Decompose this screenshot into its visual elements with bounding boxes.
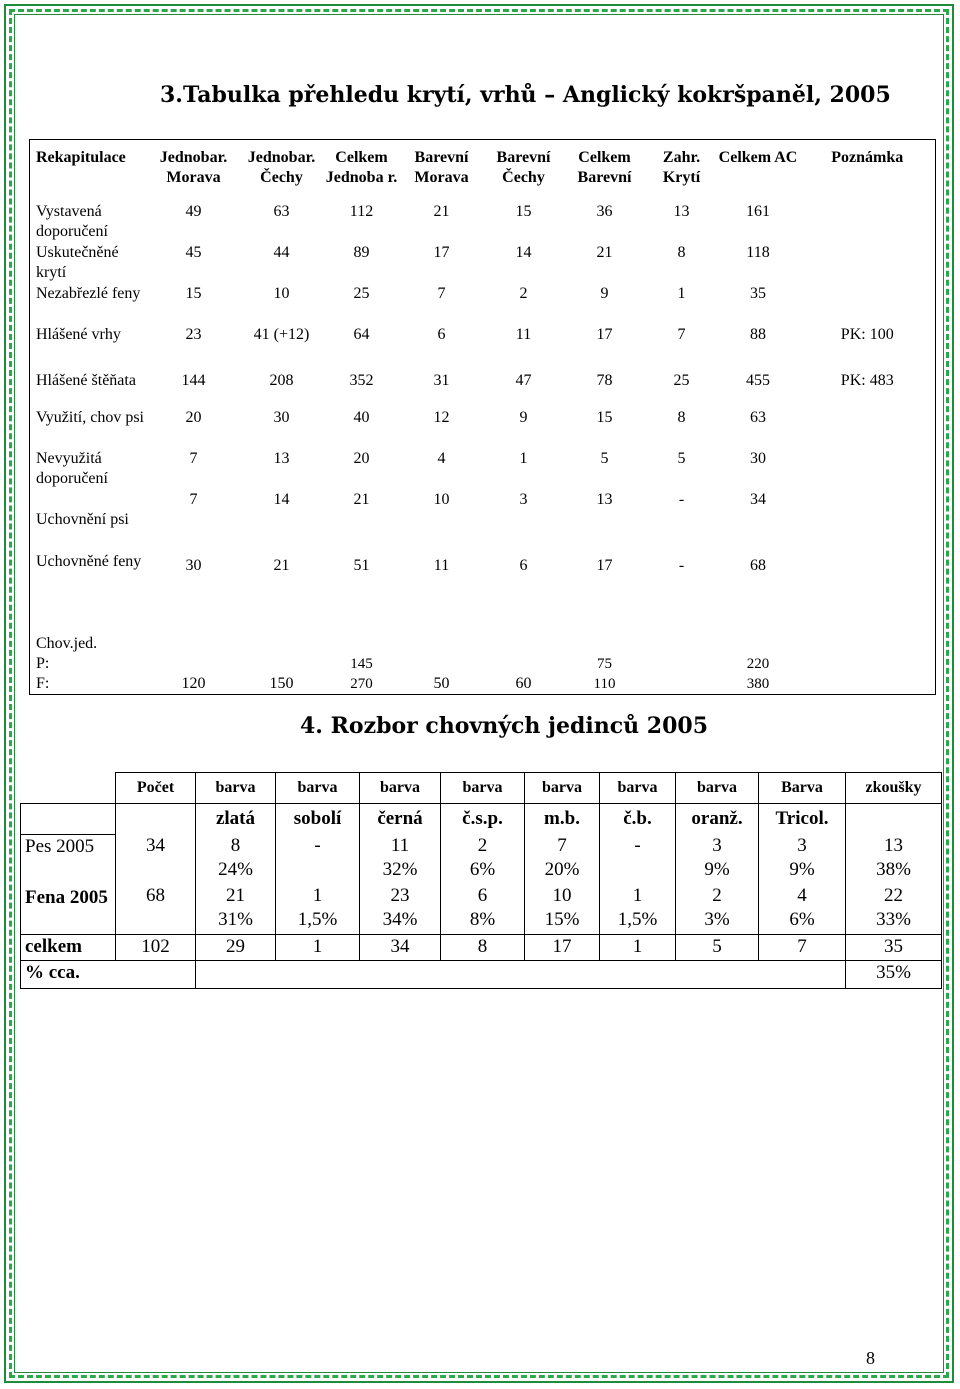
breeding-total-cell: 35 [846,934,942,960]
chov-value: 380 [746,675,770,692]
recap-row [30,490,936,552]
recap-row [30,408,936,449]
recap-cell: 45 [185,243,202,261]
recap-header-cell: Celkem AC [718,149,798,166]
breeding-cell [276,884,360,934]
breeding-cell [441,834,525,884]
breeding-subheader-cell [846,804,942,835]
recap-cell: 23 [185,325,202,343]
recap-cell [800,408,936,449]
breeding-percent-value: 20% [544,859,580,880]
recap-cell: 35 [750,284,766,302]
breeding-percent-value: 9% [789,859,815,880]
breeding-cell [525,884,600,934]
breeding-count-value: - [314,835,321,856]
breeding-subheader-cell [21,804,116,835]
recap-cell [800,490,936,552]
recap-row [30,552,936,614]
recap-cell: 352 [349,371,374,389]
recap-row-label: Využití, chov psi [36,408,144,426]
breeding-percent-row [21,960,942,988]
breeding-percent-value: 31% [218,909,253,930]
recap-cell: 20 [185,408,202,426]
breeding-table [20,772,942,989]
breeding-header-cell: barva [525,773,600,804]
breeding-cell [846,834,942,884]
recap-cell: 15 [515,202,532,220]
breeding-header-row [21,773,942,804]
breeding-count-value: 21 [226,885,245,906]
breeding-subheader-cell: zlatá [196,804,276,835]
recap-header-row [30,140,936,202]
recap-row-label: Vystavená doporučení [36,202,108,240]
chov-cell [563,614,647,695]
breeding-header-cell: zkoušky [846,773,942,804]
chov-cell [717,614,800,695]
recap-cell: 20 [353,449,370,467]
recap-cell: 41 (+12) [253,325,310,343]
breeding-header-cell: Barva [759,773,846,804]
breeding-count-value: 2 [712,885,722,906]
breeding-cell [600,884,676,934]
breeding-header-cell [21,773,116,804]
breeding-row-label: Fena 2005 [21,884,116,934]
recap-cell: 7 [437,284,446,302]
chov-label: F: [36,674,50,692]
recap-cell: 36 [596,202,613,220]
breeding-total-cell: 34 [360,934,441,960]
recap-cell: 78 [596,371,613,389]
recap-header-cell: Jednobar. Morava [159,149,228,186]
breeding-cell [676,834,759,884]
recap-cell: 13 [673,202,690,220]
recap-row [30,449,936,490]
recap-cell: 21 [596,243,613,261]
breeding-total-cell: 1 [600,934,676,960]
section-subtitle: 4. Rozbor chovných jedinců 2005 [300,713,709,739]
breeding-count-value: 11 [390,835,410,856]
recap-cell: 21 [273,556,290,574]
breeding-subheader-cell: č.s.p. [441,804,525,835]
breeding-percent-value: 1,5% [617,909,658,930]
chov-cell [800,614,936,695]
breeding-subheader-row [21,804,942,835]
recap-cell: 7 [189,449,198,467]
recap-cell: 51 [353,556,370,574]
breeding-count-value: 2 [477,835,488,856]
recap-cell: 13 [596,490,613,508]
chov-cell [239,614,325,695]
breeding-cell [846,884,942,934]
chov-cell [399,614,485,695]
recap-cell: 68 [750,556,766,574]
breeding-subheader-cell: m.b. [525,804,600,835]
recap-cell: 5 [677,449,686,467]
recap-header-cell: Barevní Morava [414,149,469,186]
recap-header-cell: Barevní Čechy [496,149,551,186]
recap-header-cell: Poznámka [831,149,904,166]
breeding-percent-value: 34% [382,909,418,930]
recap-cell: 14 [273,490,290,508]
breeding-count-value: 1 [632,885,643,906]
breeding-header-cell: Počet [116,773,196,804]
recap-cell [800,449,936,490]
recap-cell: 25 [353,284,370,302]
recap-cell: 12 [433,408,450,426]
breeding-percent-value: 32% [382,859,418,880]
recap-header-cell: Jednobar. Čechy [247,149,316,186]
recap-cell: 161 [746,202,770,220]
recap-header-cell: Celkem Jednoba r. [325,149,398,186]
breeding-percent-value: 6% [789,909,815,930]
breeding-cell [676,884,759,934]
recap-cell: 17 [596,556,613,574]
breeding-subheader-cell: Tricol. [759,804,846,835]
recap-cell: 49 [185,202,202,220]
breeding-count: 68 [116,884,196,934]
breeding-header-cell: barva [600,773,676,804]
recap-cell: 21 [433,202,450,220]
recap-row-label: Nezabřezlé feny [36,284,141,302]
breeding-cell [525,834,600,884]
recap-cell: 10 [273,284,290,302]
recap-cell: 8 [677,408,686,426]
breeding-header-cell: barva [360,773,441,804]
breeding-header-cell: barva [676,773,759,804]
breeding-subheader-cell: černá [360,804,441,835]
recap-cell: 34 [750,490,766,508]
recap-row [30,284,936,325]
breeding-cell [600,834,676,884]
breeding-subheader-cell [116,804,196,835]
breeding-subheader-cell: oranž. [676,804,759,835]
breeding-cell [196,884,276,934]
breeding-count-value: 23 [390,885,410,906]
breeding-header-cell: barva [441,773,525,804]
recap-row [30,243,936,284]
breeding-total-cell: 29 [196,934,276,960]
recap-row-label: Hlášené štěňata [36,371,136,389]
recap-cell: 1 [519,449,528,467]
chov-value: 220 [746,655,770,672]
page-title: 3.Tabulka přehledu krytí, vrhů – Anglický kokršpaněl, 2005 [160,82,891,108]
chov-value: 150 [269,674,294,692]
recap-cell [800,243,936,284]
recap-row-label: Hlášené vrhy [36,325,121,343]
breeding-percent-value: 9% [704,859,730,880]
breeding-total-cell: 5 [676,934,759,960]
breeding-total-row [21,934,942,960]
breeding-row-label: celkem [21,934,116,960]
recap-cell: 7 [677,325,686,343]
breeding-total-cell: 7 [759,934,846,960]
breeding-count-value: 8 [230,835,241,856]
recap-row [30,325,936,367]
breeding-count-value: - [634,835,641,856]
breeding-count-value: 3 [797,835,807,856]
breeding-percent-value: 8% [469,909,496,930]
breeding-percent-value: 3% [704,909,730,930]
breeding-cell [360,834,441,884]
recap-cell: 15 [185,284,202,302]
breeding-count-value: 22 [884,885,903,906]
recap-row-label: Uchovnění psi [36,510,129,528]
breeding-count-value: 3 [712,835,722,856]
breeding-total-cell: 102 [116,934,196,960]
breeding-count-value: 4 [797,885,807,906]
breeding-cell [360,884,441,934]
breeding-cell [759,884,846,934]
recap-cell [800,202,936,243]
recap-row-label: Uchovněné feny [36,552,142,570]
recap-header-cell: Rekapitulace [36,149,126,166]
breeding-subheader-cell: č.b. [600,804,676,835]
breeding-percent-empty [196,960,846,988]
breeding-percent-value: 24% [218,859,253,880]
recap-cell: 11 [433,556,450,574]
recap-cell: 89 [353,243,370,261]
recap-cell: 15 [596,408,613,426]
breeding-row [21,884,942,934]
chov-label: Chov.jed. [36,634,98,652]
chov-value: 60 [515,674,532,692]
breeding-total-cell: 8 [441,934,525,960]
recap-cell: 112 [349,202,374,220]
recap-cell: 8 [677,243,686,261]
recap-cell: 88 [750,325,766,343]
breeding-header-cell: barva [276,773,360,804]
recap-cell: 9 [519,408,528,426]
chov-value: 75 [597,655,612,672]
recap-cell [800,284,936,325]
chov-value: 50 [433,674,450,692]
recap-cell: 455 [746,371,770,389]
breeding-percent-value: 35% [846,960,942,988]
breeding-cell [196,834,276,884]
recap-cell: 44 [273,243,290,261]
recap-cell: 7 [189,490,198,508]
chov-label: P: [36,654,50,672]
recap-cell: 30 [273,408,290,426]
chov-cell [149,614,239,695]
breeding-percent-value: 15% [544,909,580,930]
breeding-cell [276,834,360,884]
recap-cell: 13 [273,449,290,467]
recap-row [30,367,936,408]
recap-cell: 30 [750,449,766,467]
page-number: 8 [866,1348,875,1368]
recap-cell: 64 [353,325,370,343]
recap-cell: 144 [181,371,206,389]
chov-cell [647,614,717,695]
recap-cell: 10 [433,490,450,508]
recap-cell: 63 [273,202,290,220]
recap-cell: 47 [515,371,532,389]
recap-cell: 17 [433,243,450,261]
recap-cell: 2 [519,284,528,302]
recap-cell [800,552,936,614]
breeding-subheader-cell: sobolí [276,804,360,835]
recap-row-chov [30,614,936,695]
recap-row-label: Nevyužitá doporučení [36,449,108,487]
recap-cell: 31 [433,371,450,389]
chov-cell [325,614,399,695]
chov-value: 110 [593,675,616,692]
breeding-percent-value: 33% [876,909,911,930]
recap-cell: 6 [437,325,446,343]
breeding-percent-value: 1,5% [297,909,338,930]
chov-value: 145 [350,655,373,672]
recap-cell: 4 [437,449,446,467]
breeding-cell [759,834,846,884]
recap-cell: PK: 483 [840,371,894,389]
recap-row-label: Uskutečněné krytí [36,243,119,281]
recap-cell: 14 [515,243,532,261]
recap-cell: 1 [677,284,686,302]
recap-row [30,202,936,243]
breeding-row-label: Pes 2005 [21,834,116,884]
breeding-count-value: 13 [884,835,903,856]
recap-cell: 63 [750,408,766,426]
breeding-percent-value: 6% [469,859,496,880]
breeding-row [21,834,942,884]
recap-cell: 9 [600,284,609,302]
recap-cell: PK: 100 [840,325,894,343]
recap-header-cell: Celkem Barevní [577,149,632,186]
recap-cell: 11 [515,325,532,343]
recap-cell: 118 [746,243,770,261]
breeding-count-value: 7 [557,835,567,856]
chov-value: 120 [181,674,206,692]
recap-cell: - [678,490,685,508]
breeding-row-label: % cca. [21,960,196,988]
recap-cell: 6 [519,556,528,574]
recap-cell: 5 [600,449,609,467]
recap-header-cell: Zahr. Krytí [662,149,701,186]
recap-cell: 208 [269,371,294,389]
breeding-header-cell: barva [196,773,276,804]
breeding-count-value: 6 [477,885,488,906]
breeding-total-cell: 17 [525,934,600,960]
recap-cell: - [678,556,685,574]
recap-cell: 17 [596,325,613,343]
breeding-count-value: 10 [552,885,572,906]
chov-cell [485,614,563,695]
breeding-cell [441,884,525,934]
recap-cell: 40 [353,408,370,426]
breeding-total-cell: 1 [276,934,360,960]
recap-cell: 21 [353,490,370,508]
breeding-count-value: 1 [312,885,323,906]
recap-cell: 3 [519,490,528,508]
breeding-percent-value: 38% [876,859,911,880]
recap-table [29,139,936,695]
recap-cell: 30 [185,556,202,574]
chov-value: 270 [350,675,373,692]
recap-cell: 25 [673,371,690,389]
recap-row-label [30,614,149,695]
breeding-count: 34 [116,834,196,884]
